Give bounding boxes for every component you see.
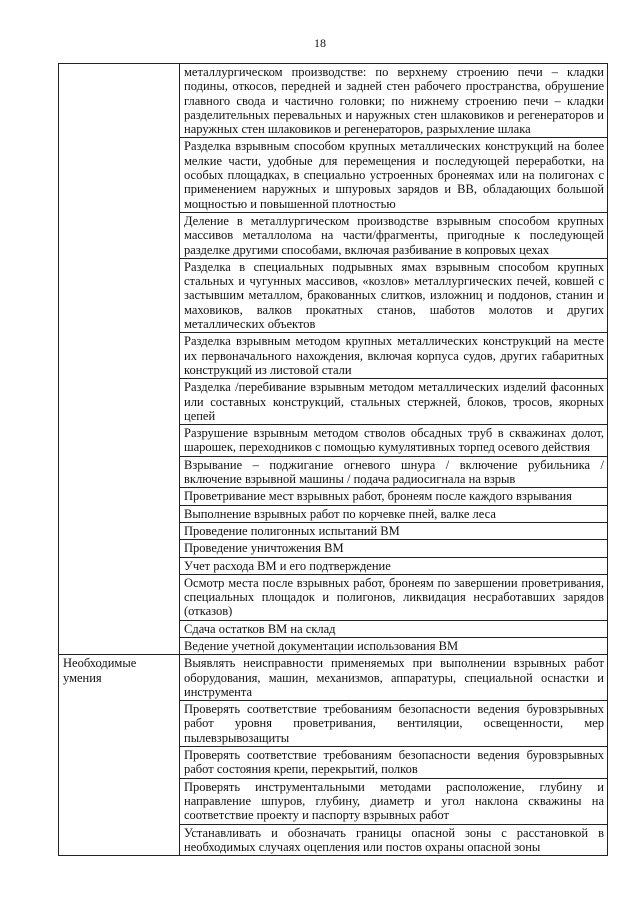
table-cell: Выявлять неисправности применяемых при выполнении взрывных работ оборудования, машин, механизмов, аппаратуры, специальной оснастки и инструмента — [180, 655, 608, 701]
table-cell: Проведение уничтожения ВМ — [180, 540, 608, 557]
table-cell: Деление в металлургическом производстве взрывным способом крупных массивов металлолома на части/фрагменты, пригодные к последующей разделке другими способами, включая разбивание в копровых цехах — [180, 212, 608, 258]
page-number: 18 — [314, 36, 326, 50]
section-label — [59, 64, 180, 655]
table-cell: Разделка в специальных подрывных ямах взрывным способом крупных стальных и чугунных массивов, «козлов» металлургических печей, ковшей с застывшим металлом, бракованных слитков, изложниц и поддонов, станин и маховиков, валков прокатных станов, шаботов молотов и других металлических объектов — [180, 258, 608, 332]
table-cell: Проверять инструментальными методами расположение, глубину и направление шпуров, глубину, диаметр и угол наклона скважины на соответствие проекту и паспорту взрывных работ — [180, 778, 608, 824]
table-cell: Проведение полигонных испытаний ВМ — [180, 522, 608, 539]
table-row — [59, 64, 608, 138]
table-cell: Учет расхода ВМ и его подтверждение — [180, 557, 608, 574]
table-cell: Осмотр места после взрывных работ, бронеям по завершении проветривания, специальных площадок и полигонов, ликвидация несработавших зарядов (отказов) — [180, 574, 608, 620]
table-cell: Сдача остатков ВМ на склад — [180, 620, 608, 637]
table-cell: Ведение учетной документации использования ВМ — [180, 637, 608, 654]
table-cell: Выполнение взрывных работ по корчевке пней, валке леса — [180, 505, 608, 522]
table-cell: Проверять соответствие требованиям безопасности ведения буровзрывных работ состояния крепи, перекрытий, полков — [180, 747, 608, 779]
requirements-table — [58, 63, 608, 856]
table-cell: Разделка взрывным методом крупных металлических конструкций на месте их первоначального нахождения, включая корпуса судов, других габаритных конструкций из листовой стали — [180, 333, 608, 379]
table-cell: Устанавливать и обозначать границы опасной зоны с расстановкой в необходимых случаях оцепления или постов охраны опасной зоны — [180, 824, 608, 856]
table-cell: Разделка взрывным способом крупных металлических конструкций на более мелкие части, удобные для перемещения и последующей переработки, на особых площадках, в специально устроенных бронеямах или на полигонах с применением наружных и шпуровых зарядов и ВВ, обладающих большой мощностью и повышенной плотностью — [180, 138, 608, 212]
table-cell: Разделка /перебивание взрывным методом металлических изделий фасонных или составных конструкций, стальных стержней, блоков, тросов, якорных цепей — [180, 379, 608, 425]
table-cell: Разрушение взрывным методом стволов обсадных труб в скважинах долот, шарошек, переходников с помощью кумулятивных торпед осевого действия — [180, 425, 608, 457]
table-cell: металлургическом производстве: по верхнему строению печи – кладки подины, откосов, передней и задней стен рабочего пространства, обрушение главного свода и частично головки; по нижнему строению печи – кладки разделительных перевальных и наружных стен шлаковиков и регенераторов и наружных стен шлаковиков и регенераторов, разрыхление шлака — [180, 64, 608, 138]
table-cell: Проветривание мест взрывных работ, бронеям после каждого взрывания — [180, 488, 608, 505]
table-row — [59, 655, 608, 701]
table-cell: Взрывание – поджигание огневого шнура / включение рубильника / включение взрывной машины / подача радиосигнала на взрыв — [180, 456, 608, 488]
section-label: Необходимые умения — [59, 655, 180, 856]
table-cell: Проверять соответствие требованиям безопасности ведения буровзрывных работ уровня проветривания, вентиляции, освещенности, мер пылевзрывозащиты — [180, 701, 608, 747]
